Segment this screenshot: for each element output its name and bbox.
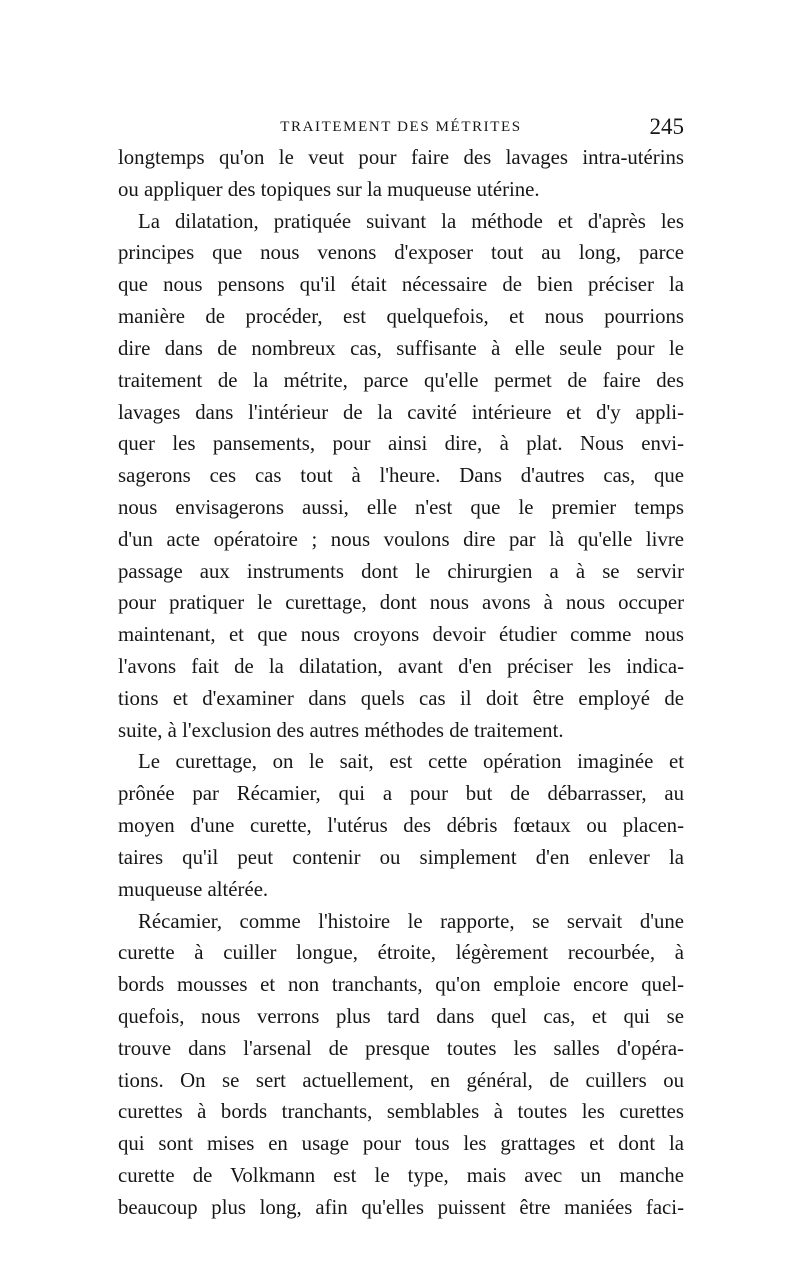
text-line: muqueuse altérée.: [118, 877, 269, 901]
text-line: moyen d'une curette, l'utérus des débris fœtaux ou placen-: [118, 814, 684, 838]
text-line: dire dans de nombreux cas, suffisante à elle seule pour le: [118, 336, 684, 360]
text-line: Le curettage, on le sait, est cette opération imaginée et: [138, 750, 684, 774]
text-line: nous envisagerons aussi, elle n'est que le premier temps: [118, 495, 684, 519]
text-line: longtemps qu'on le veut pour faire des lavages intra-utérins: [118, 146, 684, 169]
text-line: ou appliquer des topiques sur la muqueuse utérine.: [118, 177, 540, 201]
text-line: prônée par Récamier, qui a pour but de débarrasser, au: [118, 782, 684, 806]
text-line: Récamier, comme l'histoire le rapporte, se servait d'une: [138, 909, 684, 933]
text-line: La dilatation, pratiquée suivant la méthode et d'après les: [138, 209, 684, 233]
text-line: taires qu'il peut contenir ou simplement d'en enlever la: [118, 845, 684, 869]
text-line: curette à cuiller longue, étroite, légèrement recourbée, à: [118, 941, 684, 965]
text-line: passage aux instruments dont le chirurgien a à se servir: [118, 559, 684, 583]
text-line: curettes à bords tranchants, semblables à toutes les curettes: [118, 1100, 684, 1124]
text-line: que nous pensons qu'il était nécessaire de bien préciser la: [118, 273, 684, 297]
text-line: principes que nous venons d'exposer tout au long, parce: [118, 241, 684, 265]
text-line: d'un acte opératoire ; nous voulons dire par là qu'elle livre: [118, 527, 684, 551]
text-line: quer les pansements, pour ainsi dire, à plat. Nous envi-: [118, 432, 684, 456]
text-line: trouve dans l'arsenal de presque toutes les salles d'opéra-: [118, 1036, 684, 1060]
text-line: bords mousses et non tranchants, qu'on emploie encore quel-: [118, 973, 684, 997]
text-line: suite, à l'exclusion des autres méthodes de traitement.: [118, 718, 564, 742]
text-line: pour pratiquer le curettage, dont nous avons à nous occuper: [118, 591, 684, 615]
body-text: [118, 142, 684, 1224]
page-number: 245: [649, 114, 684, 139]
page-header: [118, 112, 684, 142]
text-line: tions et d'examiner dans quels cas il doit être employé de: [118, 686, 684, 710]
text-line: traitement de la métrite, parce qu'elle permet de faire des: [118, 368, 684, 392]
running-title: TRAITEMENT DES MÉTRITES: [280, 119, 522, 135]
text-line: sagerons ces cas tout à l'heure. Dans d'autres cas, que: [118, 464, 684, 488]
text-line: qui sont mises en usage pour tous les grattages et dont la: [118, 1132, 684, 1156]
text-line: lavages dans l'intérieur de la cavité intérieure et d'y appli-: [118, 400, 684, 424]
text-line: tions. On se sert actuellement, en général, de cuillers ou: [118, 1068, 684, 1092]
text-line: l'avons fait de la dilatation, avant d'en préciser les indica-: [118, 655, 684, 678]
text-line: maintenant, et que nous croyons devoir étudier comme nous: [118, 623, 684, 647]
text-line: curette de Volkmann est le type, mais avec un manche: [118, 1164, 684, 1187]
text-line: quefois, nous verrons plus tard dans quel cas, et qui se: [118, 1004, 684, 1028]
text-line: beaucoup plus long, afin qu'elles puissent être maniées faci-: [118, 1195, 684, 1219]
text-line: manière de procéder, est quelquefois, et nous pourrions: [118, 305, 684, 329]
